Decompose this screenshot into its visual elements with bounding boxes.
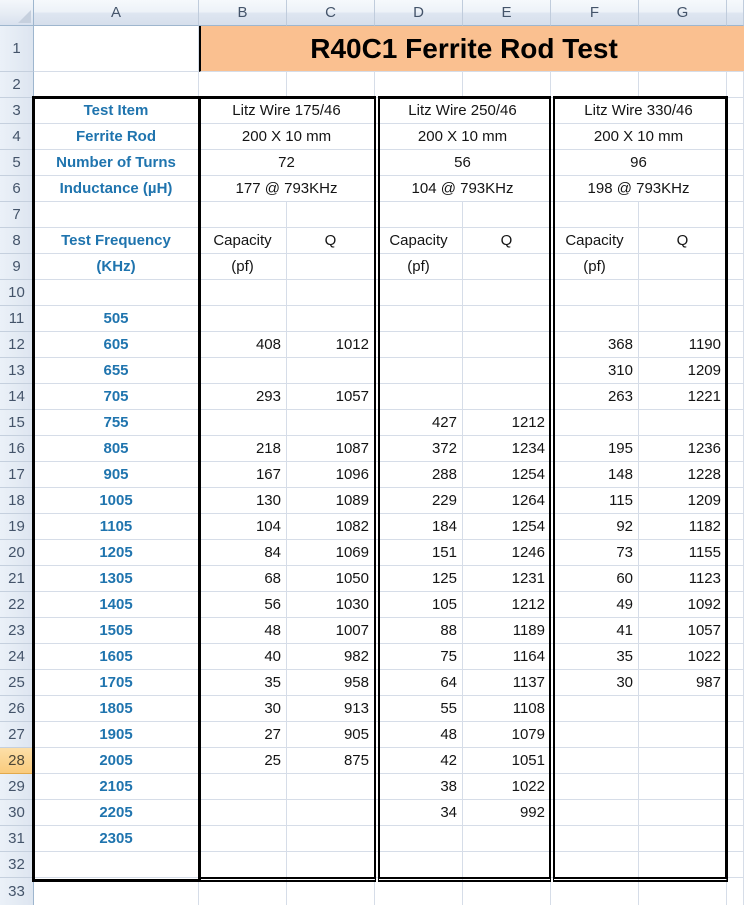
cell[interactable] [727, 566, 744, 592]
cell-capacity-value[interactable]: 84 [199, 540, 287, 566]
cell-q-value[interactable] [639, 774, 727, 800]
row-header[interactable]: 27 [0, 722, 34, 748]
column-header-a[interactable]: A [34, 0, 199, 26]
cell-capacity-value[interactable] [551, 800, 639, 826]
cell[interactable] [727, 488, 744, 514]
row-header[interactable]: 12 [0, 332, 34, 358]
cell-q-value[interactable]: 1236 [639, 436, 727, 462]
cell[interactable] [287, 72, 375, 98]
cell[interactable] [463, 852, 551, 878]
row-header[interactable]: 9 [0, 254, 34, 280]
row-header[interactable]: 19 [0, 514, 34, 540]
cell-q-value[interactable]: 1089 [287, 488, 375, 514]
cell[interactable] [727, 618, 744, 644]
cell-capacity-value[interactable]: 56 [199, 592, 287, 618]
cell-q-value[interactable]: 982 [287, 644, 375, 670]
cell-frequency[interactable]: 755 [34, 410, 199, 436]
cell-capacity-value[interactable] [375, 826, 463, 852]
cell-frequency[interactable]: 2305 [34, 826, 199, 852]
cell-q-value[interactable] [639, 306, 727, 332]
cell[interactable] [199, 280, 287, 306]
cell-info-value[interactable]: 200 X 10 mm [375, 124, 551, 150]
cell-q-value[interactable] [639, 410, 727, 436]
cell-q-value[interactable]: 1050 [287, 566, 375, 592]
cell[interactable] [551, 202, 639, 228]
cell-capacity-value[interactable]: 88 [375, 618, 463, 644]
cell-q-value[interactable]: 1231 [463, 566, 551, 592]
cell-q-value[interactable]: 1096 [287, 462, 375, 488]
cell-info-value[interactable]: Litz Wire 330/46 [551, 98, 727, 124]
row-header[interactable]: 29 [0, 774, 34, 800]
row-header[interactable]: 20 [0, 540, 34, 566]
cell-frequency[interactable]: 605 [34, 332, 199, 358]
cell-frequency[interactable]: 1505 [34, 618, 199, 644]
cell-frequency[interactable]: 705 [34, 384, 199, 410]
cell-q-value[interactable] [639, 722, 727, 748]
cell-capacity-value[interactable]: 288 [375, 462, 463, 488]
row-header[interactable]: 18 [0, 488, 34, 514]
row-header[interactable]: 2 [0, 72, 34, 98]
cell-capacity-unit[interactable]: (pf) [551, 254, 639, 280]
row-header[interactable]: 3 [0, 98, 34, 124]
cell-info-label[interactable]: Number of Turns [34, 150, 199, 176]
cell-frequency[interactable]: 1905 [34, 722, 199, 748]
cell-capacity-value[interactable]: 368 [551, 332, 639, 358]
cell-q-value[interactable]: 1189 [463, 618, 551, 644]
cell[interactable] [34, 280, 199, 306]
cell-frequency[interactable]: 1805 [34, 696, 199, 722]
cell-info-value[interactable]: Litz Wire 175/46 [199, 98, 375, 124]
cell-info-value[interactable]: 72 [199, 150, 375, 176]
cell[interactable] [727, 306, 744, 332]
row-header[interactable]: 22 [0, 592, 34, 618]
cell[interactable] [463, 878, 551, 905]
cell-q-value[interactable] [463, 358, 551, 384]
cell-frequency[interactable]: 1705 [34, 670, 199, 696]
row-header[interactable]: 5 [0, 150, 34, 176]
cell-capacity-header[interactable]: Capacity [375, 228, 463, 254]
row-header[interactable]: 15 [0, 410, 34, 436]
cell-q-value[interactable]: 875 [287, 748, 375, 774]
cell-q-value[interactable]: 1264 [463, 488, 551, 514]
cell-q-value[interactable]: 1082 [287, 514, 375, 540]
cell-q-value[interactable]: 1209 [639, 488, 727, 514]
cell-capacity-value[interactable]: 427 [375, 410, 463, 436]
row-header[interactable]: 23 [0, 618, 34, 644]
row-header[interactable]: 14 [0, 384, 34, 410]
cell[interactable] [727, 696, 744, 722]
cell-capacity-value[interactable]: 125 [375, 566, 463, 592]
cell-capacity-value[interactable] [375, 306, 463, 332]
cell-q-value[interactable] [463, 306, 551, 332]
row-header[interactable]: 31 [0, 826, 34, 852]
cell-q-value[interactable]: 1057 [287, 384, 375, 410]
cell-q-value[interactable]: 905 [287, 722, 375, 748]
cell[interactable] [727, 748, 744, 774]
cell[interactable] [551, 72, 639, 98]
cell[interactable] [34, 26, 199, 72]
cell[interactable] [727, 202, 744, 228]
cell-capacity-value[interactable] [551, 722, 639, 748]
cell-q-value[interactable] [287, 826, 375, 852]
cell-capacity-value[interactable]: 60 [551, 566, 639, 592]
cell[interactable] [34, 852, 199, 878]
cell-q-value[interactable]: 1209 [639, 358, 727, 384]
row-header[interactable]: 33 [0, 878, 34, 905]
cell[interactable] [34, 878, 199, 905]
cell-q-value[interactable]: 1022 [639, 644, 727, 670]
cell-q-value[interactable] [287, 800, 375, 826]
cell[interactable] [727, 98, 744, 124]
cell[interactable] [727, 722, 744, 748]
cell-q-value[interactable]: 1079 [463, 722, 551, 748]
cell[interactable] [375, 878, 463, 905]
cell[interactable] [727, 150, 744, 176]
cell-info-label[interactable]: Ferrite Rod [34, 124, 199, 150]
cell[interactable] [727, 826, 744, 852]
cell-capacity-value[interactable]: 263 [551, 384, 639, 410]
column-header-g[interactable]: G [639, 0, 727, 26]
cell-capacity-value[interactable]: 148 [551, 462, 639, 488]
column-header-f[interactable]: F [551, 0, 639, 26]
cell-capacity-value[interactable]: 27 [199, 722, 287, 748]
cell-capacity-value[interactable]: 104 [199, 514, 287, 540]
cell-capacity-value[interactable]: 55 [375, 696, 463, 722]
cell-q-value[interactable] [463, 826, 551, 852]
row-header[interactable]: 8 [0, 228, 34, 254]
cell[interactable] [727, 332, 744, 358]
row-header[interactable]: 21 [0, 566, 34, 592]
cell-capacity-value[interactable] [551, 696, 639, 722]
cell-info-value[interactable]: Litz Wire 250/46 [375, 98, 551, 124]
cell[interactable] [727, 644, 744, 670]
cell[interactable] [639, 72, 727, 98]
row-header[interactable]: 1 [0, 26, 34, 72]
cell-q-value[interactable]: 1051 [463, 748, 551, 774]
row-header[interactable]: 30 [0, 800, 34, 826]
cell[interactable] [287, 254, 375, 280]
row-header[interactable]: 24 [0, 644, 34, 670]
cell-capacity-value[interactable]: 408 [199, 332, 287, 358]
select-all-triangle-icon [18, 10, 31, 23]
row-header[interactable]: 17 [0, 462, 34, 488]
row-header[interactable]: 25 [0, 670, 34, 696]
cell-q-value[interactable]: 1123 [639, 566, 727, 592]
cell[interactable] [727, 436, 744, 462]
select-all-button[interactable] [0, 0, 34, 26]
cell-q-value[interactable] [463, 332, 551, 358]
cell[interactable] [375, 280, 463, 306]
cell[interactable] [199, 852, 287, 878]
cell-capacity-value[interactable]: 92 [551, 514, 639, 540]
row-header[interactable]: 16 [0, 436, 34, 462]
column-header-d[interactable]: D [375, 0, 463, 26]
row-header[interactable]: 11 [0, 306, 34, 332]
cell[interactable] [199, 202, 287, 228]
cell-capacity-header[interactable]: Capacity [551, 228, 639, 254]
cell-capacity-value[interactable] [375, 332, 463, 358]
cell-q-value[interactable]: 1190 [639, 332, 727, 358]
cell-capacity-value[interactable]: 30 [551, 670, 639, 696]
cell[interactable] [727, 384, 744, 410]
cell-capacity-value[interactable]: 151 [375, 540, 463, 566]
cell-frequency[interactable]: 2105 [34, 774, 199, 800]
column-header-c[interactable]: C [287, 0, 375, 26]
cell[interactable] [551, 878, 639, 905]
cell-capacity-value[interactable]: 40 [199, 644, 287, 670]
cell-q-value[interactable] [287, 410, 375, 436]
cell-capacity-value[interactable] [551, 410, 639, 436]
cell[interactable] [727, 254, 744, 280]
cell-capacity-value[interactable]: 229 [375, 488, 463, 514]
cell[interactable] [551, 280, 639, 306]
cell[interactable] [727, 592, 744, 618]
cell[interactable] [727, 670, 744, 696]
cell-q-value[interactable]: 1137 [463, 670, 551, 696]
cell[interactable] [727, 514, 744, 540]
row-header[interactable]: 10 [0, 280, 34, 306]
cell-frequency[interactable]: 2005 [34, 748, 199, 774]
cell[interactable] [639, 852, 727, 878]
cell-capacity-value[interactable] [551, 826, 639, 852]
cell-info-value[interactable]: 96 [551, 150, 727, 176]
cell-q-value[interactable]: 1212 [463, 592, 551, 618]
cell-capacity-value[interactable]: 48 [375, 722, 463, 748]
cell[interactable] [375, 202, 463, 228]
cell-q-value[interactable]: 1221 [639, 384, 727, 410]
cell[interactable] [727, 124, 744, 150]
cell-capacity-value[interactable]: 64 [375, 670, 463, 696]
cell-capacity-value[interactable]: 195 [551, 436, 639, 462]
cell-capacity-value[interactable] [199, 774, 287, 800]
cell-frequency[interactable]: 1205 [34, 540, 199, 566]
cell-capacity-value[interactable]: 38 [375, 774, 463, 800]
cell-q-value[interactable] [639, 696, 727, 722]
cell-q-value[interactable]: 1092 [639, 592, 727, 618]
cell[interactable] [287, 852, 375, 878]
cell[interactable] [287, 280, 375, 306]
cell-capacity-value[interactable]: 310 [551, 358, 639, 384]
cell-q-value[interactable]: 1234 [463, 436, 551, 462]
cell[interactable] [287, 202, 375, 228]
cell[interactable] [727, 540, 744, 566]
cell[interactable] [727, 228, 744, 254]
cell-q-value[interactable]: 1030 [287, 592, 375, 618]
cell-capacity-value[interactable]: 184 [375, 514, 463, 540]
cell-q-header[interactable]: Q [287, 228, 375, 254]
cell[interactable] [727, 774, 744, 800]
cell[interactable] [727, 462, 744, 488]
cell-capacity-value[interactable] [551, 306, 639, 332]
cell[interactable] [727, 72, 744, 98]
cell-q-value[interactable] [287, 774, 375, 800]
cell-frequency[interactable]: 655 [34, 358, 199, 384]
cell-q-value[interactable]: 1069 [287, 540, 375, 566]
cell-frequency[interactable]: 1105 [34, 514, 199, 540]
cell-q-value[interactable] [639, 826, 727, 852]
cell-q-value[interactable]: 1254 [463, 462, 551, 488]
cell-capacity-value[interactable]: 30 [199, 696, 287, 722]
cell-q-value[interactable]: 1246 [463, 540, 551, 566]
cell-capacity-value[interactable]: 48 [199, 618, 287, 644]
cell-frequency[interactable]: 1305 [34, 566, 199, 592]
cell[interactable] [639, 878, 727, 905]
row-header[interactable]: 28 [0, 748, 34, 774]
cell-capacity-value[interactable]: 35 [199, 670, 287, 696]
cell[interactable] [34, 72, 199, 98]
cell-capacity-header[interactable]: Capacity [199, 228, 287, 254]
cell-capacity-value[interactable]: 42 [375, 748, 463, 774]
cell-info-label[interactable]: Test Item [34, 98, 199, 124]
column-header-b[interactable]: B [199, 0, 287, 26]
cell-q-value[interactable]: 1228 [639, 462, 727, 488]
row-header[interactable]: 13 [0, 358, 34, 384]
cell-capacity-value[interactable]: 49 [551, 592, 639, 618]
cell-q-value[interactable]: 1057 [639, 618, 727, 644]
cell-frequency[interactable]: 905 [34, 462, 199, 488]
cell-capacity-value[interactable] [199, 358, 287, 384]
cell[interactable] [463, 202, 551, 228]
cell-capacity-value[interactable] [551, 748, 639, 774]
cell[interactable] [639, 254, 727, 280]
cell-q-value[interactable]: 1155 [639, 540, 727, 566]
row-header[interactable]: 32 [0, 852, 34, 878]
column-header-partial[interactable] [727, 0, 744, 26]
row-header[interactable]: 26 [0, 696, 34, 722]
cell-q-value[interactable] [463, 384, 551, 410]
cell[interactable] [727, 176, 744, 202]
cell-q-value[interactable]: 1254 [463, 514, 551, 540]
row-header[interactable]: 7 [0, 202, 34, 228]
cell[interactable] [287, 878, 375, 905]
cell-q-value[interactable]: 1012 [287, 332, 375, 358]
cell-info-value[interactable]: 56 [375, 150, 551, 176]
cell-q-value[interactable] [639, 748, 727, 774]
cell-q-value[interactable]: 1022 [463, 774, 551, 800]
cell-capacity-value[interactable] [199, 826, 287, 852]
cell-capacity-value[interactable]: 105 [375, 592, 463, 618]
cell[interactable] [463, 72, 551, 98]
cell[interactable] [199, 878, 287, 905]
cell-frequency[interactable]: 1405 [34, 592, 199, 618]
cell-q-value[interactable]: 992 [463, 800, 551, 826]
cell-capacity-value[interactable]: 35 [551, 644, 639, 670]
cell-info-label[interactable]: Inductance (µH) [34, 176, 199, 202]
cell[interactable] [375, 72, 463, 98]
cell-capacity-value[interactable] [199, 410, 287, 436]
row-header[interactable]: 4 [0, 124, 34, 150]
cell-capacity-value[interactable]: 75 [375, 644, 463, 670]
cell-capacity-value[interactable]: 41 [551, 618, 639, 644]
cell[interactable] [551, 852, 639, 878]
cell-q-value[interactable]: 1164 [463, 644, 551, 670]
cell-q-value[interactable] [287, 306, 375, 332]
cell-q-header[interactable]: Q [463, 228, 551, 254]
cell[interactable] [727, 852, 744, 878]
cell-capacity-unit[interactable]: (pf) [375, 254, 463, 280]
cell-capacity-value[interactable]: 34 [375, 800, 463, 826]
cell-q-value[interactable]: 1182 [639, 514, 727, 540]
cell-frequency[interactable]: 805 [34, 436, 199, 462]
cell[interactable] [727, 878, 744, 905]
cell-q-value[interactable] [639, 800, 727, 826]
cell-capacity-value[interactable] [375, 384, 463, 410]
cell-capacity-value[interactable]: 218 [199, 436, 287, 462]
cell-capacity-value[interactable]: 130 [199, 488, 287, 514]
cell-frequency-header[interactable]: Test Frequency [34, 228, 199, 254]
cell-capacity-value[interactable]: 372 [375, 436, 463, 462]
cell[interactable] [727, 280, 744, 306]
cell-capacity-value[interactable]: 68 [199, 566, 287, 592]
cell-q-value[interactable]: 1087 [287, 436, 375, 462]
cell-frequency[interactable]: 1005 [34, 488, 199, 514]
cell[interactable] [639, 202, 727, 228]
cell-info-value[interactable]: 177 @ 793KHz [199, 176, 375, 202]
cell-capacity-value[interactable]: 25 [199, 748, 287, 774]
cell-capacity-value[interactable]: 115 [551, 488, 639, 514]
cell-info-value[interactable]: 104 @ 793KHz [375, 176, 551, 202]
row-header[interactable]: 6 [0, 176, 34, 202]
cell-capacity-value[interactable] [199, 800, 287, 826]
cell-q-value[interactable]: 1108 [463, 696, 551, 722]
cell-frequency-unit[interactable]: (KHz) [34, 254, 199, 280]
cell-q-value[interactable]: 987 [639, 670, 727, 696]
cell-capacity-value[interactable] [199, 306, 287, 332]
cell[interactable] [34, 202, 199, 228]
cell-frequency[interactable]: 1605 [34, 644, 199, 670]
sheet-title-cell[interactable]: R40C1 Ferrite Rod Test [199, 26, 744, 72]
cell-capacity-value[interactable]: 293 [199, 384, 287, 410]
cell[interactable] [639, 280, 727, 306]
cell[interactable] [199, 72, 287, 98]
cell-capacity-value[interactable]: 73 [551, 540, 639, 566]
cell[interactable] [463, 254, 551, 280]
cell-info-value[interactable]: 200 X 10 mm [199, 124, 375, 150]
cell-capacity-value[interactable] [375, 358, 463, 384]
cell[interactable] [727, 800, 744, 826]
cell-capacity-value[interactable] [551, 774, 639, 800]
cell-capacity-value[interactable]: 167 [199, 462, 287, 488]
cell-q-value[interactable]: 1212 [463, 410, 551, 436]
cell-frequency[interactable]: 2205 [34, 800, 199, 826]
cell-q-header[interactable]: Q [639, 228, 727, 254]
cell-q-value[interactable]: 913 [287, 696, 375, 722]
cell[interactable] [463, 280, 551, 306]
cell-q-value[interactable]: 958 [287, 670, 375, 696]
cell[interactable] [727, 410, 744, 436]
cell-info-value[interactable]: 198 @ 793KHz [551, 176, 727, 202]
cell-q-value[interactable] [287, 358, 375, 384]
cell[interactable] [727, 358, 744, 384]
column-header-e[interactable]: E [463, 0, 551, 26]
cell[interactable] [375, 852, 463, 878]
cell-info-value[interactable]: 200 X 10 mm [551, 124, 727, 150]
cell-frequency[interactable]: 505 [34, 306, 199, 332]
cell-capacity-unit[interactable]: (pf) [199, 254, 287, 280]
cell-q-value[interactable]: 1007 [287, 618, 375, 644]
